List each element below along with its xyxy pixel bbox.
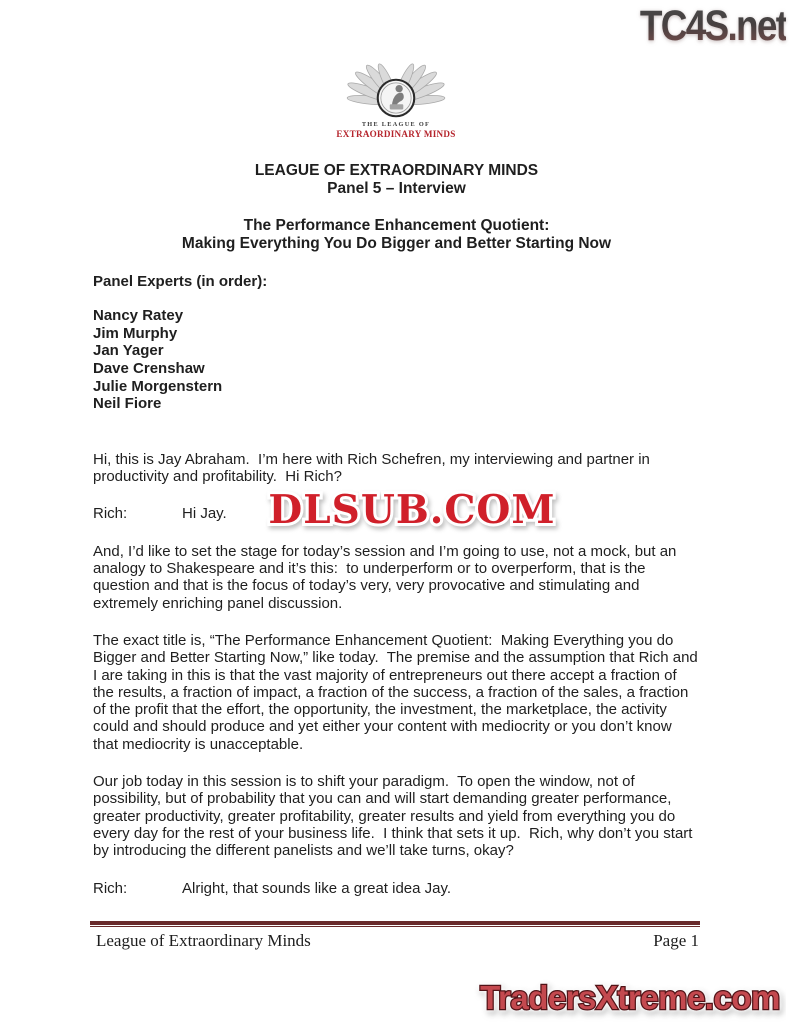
doc-subtitle-line2: Making Everything You Do Bigger and Better Starting Now [181, 234, 612, 252]
expert-name: Jan Yager [93, 342, 164, 360]
expert-name: Jim Murphy [93, 324, 178, 342]
dialogue-text: Hi Jay. [182, 505, 227, 523]
paragraph-job-today: Our job today in this session is to shift your paradigm. To open the window, not of possibility, but of probability that you can and will start demanding greater performance, greater productivity, greater profitability, greater results and yield from everything you do every day for the rest of your business life. I think that sets it up. Rich, why don’t you start by introducing the different panelists and we’ll take turns, okay? [93, 773, 697, 860]
footer-page-number: Page 1 [653, 931, 699, 950]
speaker-label: Rich: [93, 505, 128, 523]
expert-name: Neil Fiore [93, 395, 162, 413]
expert-name: Nancy Ratey [93, 307, 184, 325]
league-logo-icon [328, 50, 464, 146]
page-footer [90, 921, 700, 951]
paragraph-stage: And, I’d like to set the stage for today’s session and I’m going to use, not a mock, but an analogy to Shakespeare and it’s this: to underperform or to overperform, that is the question and that is the focus of today’s very, very provocative and stimulating and extremely enriching panel discussion. [93, 542, 681, 612]
subtitle-block [93, 217, 700, 252]
footer-left-text: League of Extraordinary Minds [96, 931, 311, 950]
tc4s-watermark: TC4S.net [639, 2, 786, 50]
panel-experts-list [93, 307, 700, 413]
title-block [93, 162, 700, 197]
dialogue-line [93, 880, 700, 897]
doc-title-line2: Panel 5 – Interview [327, 179, 466, 197]
logo-line1: THE LEAGUE OF [361, 121, 430, 129]
footer-rule-thin [90, 926, 700, 927]
footer-rule [90, 921, 700, 925]
paragraph-intro: Hi, this is Jay Abraham. I’m here with Rich Schefren, my interviewing and partner in productivity and profitability. Hi Rich? [93, 450, 655, 486]
speaker-label: Rich: [93, 879, 128, 897]
doc-title-line1: LEAGUE OF EXTRAORDINARY MINDS [254, 162, 539, 179]
doc-subtitle-line1: The Performance Enhancement Quotient: [243, 217, 550, 234]
tradersxtreme-watermark [474, 974, 786, 1024]
tradersxtreme-watermark-text: TradersXtreme.com [480, 979, 780, 1016]
expert-name: Dave Crenshaw [93, 360, 205, 378]
dlsub-watermark [254, 482, 570, 541]
expert-name: Julie Morgenstern [93, 377, 223, 395]
logo-line2: EXTRAORDINARY MINDS [335, 129, 456, 140]
paragraph-title-premise: The exact title is, “The Performance Enhancement Quotient: Making Everything you do Bigger and Better Starting Now,” like today. The premise and the assumption that Rich and I are taking in this is that the vast majority of entrepreneurs out there accept a fraction of the results, a fraction of impact, a fraction of the success, a fraction of the sales, a fraction of the profit that the effort, the opportunity, the investment, the marketplace, the activity could and should produce and yet either your content with mediocrity or you don’t know that mediocrity is unacceptable. [93, 631, 702, 753]
dialogue-text: Alright, that sounds like a great idea Jay. [182, 879, 452, 897]
panel-experts-heading: Panel Experts (in order): [93, 273, 268, 290]
dlsub-watermark-text: DLSUB.COM [268, 487, 556, 533]
